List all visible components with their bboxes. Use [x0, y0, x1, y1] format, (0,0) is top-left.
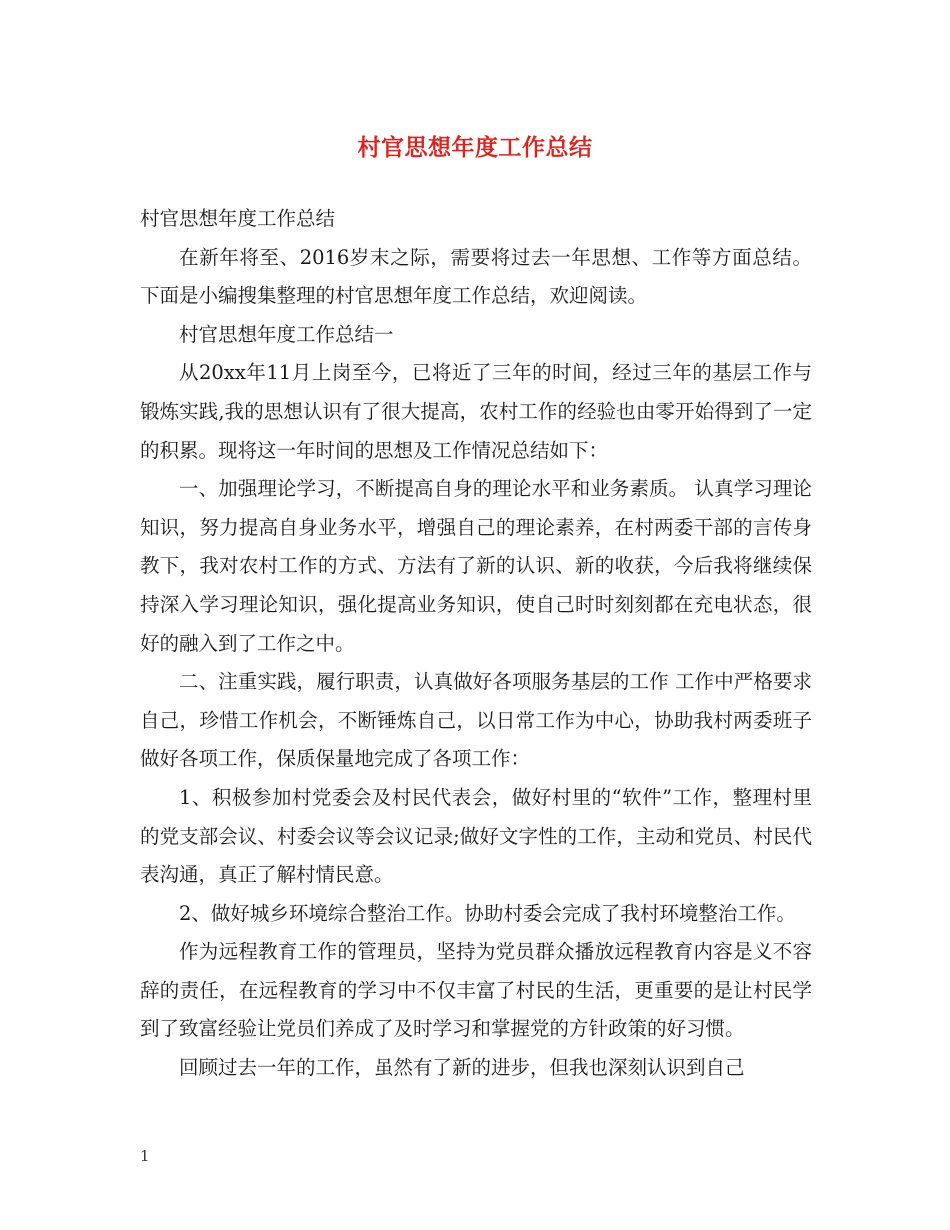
paragraph: 作为远程教育工作的管理员，坚持为党员群众播放远程教育内容是义不容辞的责任，在远程教育的学习中不仅丰富了村民的生活，更重要的是让村民学到了致富经验让党员们养成了及时学习和掌握党的方针政策的好习惯。 — [140, 940, 812, 1041]
paragraph: 2、做好城乡环境综合整治工作。协助村委会完成了我村环境整治工作。 — [179, 901, 796, 925]
paragraph: 回顾过去一年的工作，虽然有了新的进步，但我也深刻认识到自己 — [179, 1056, 745, 1080]
paragraph: 从20xx年11月上岗至今，已将近了三年的时间，经过三年的基层工作与锻炼实践,我的思想认识有了很大提高，农村工作的经验也由零开始得到了一定的积累。现将这一年时间的思想及工作情况总结如下： — [140, 361, 812, 462]
page-number: 1 — [140, 1147, 150, 1165]
paragraph: 一、加强理论学习，不断提高自身的理论水平和业务素质。 认真学习理论知识，努力提高自身业务水平，增强自己的理论素养，在村两委干部的言传身教下，我对农村工作的方式、方法有了新的认识、新的收获，今后我将继续保持深入学习理论知识，强化提高业务知识，使自己时时刻刻都在充电状态，很好的融入到了工作之中。 — [140, 477, 812, 655]
paragraph-section-title: 村官思想年度工作总结一 — [179, 322, 394, 346]
paragraph-heading: 村官思想年度工作总结 — [140, 207, 336, 230]
document-title: 村官思想年度工作总结 — [357, 134, 593, 161]
paragraph: 1、积极参加村党委会及村民代表会，做好村里的“软件”工作，整理村里的党支部会议、村委会议等会议记录;做好文字性的工作，主动和党员、村民代表沟通，真正了解村情民意。 — [140, 785, 812, 887]
paragraph-intro: 在新年将至、2016岁末之际，需要将过去一年思想、工作等方面总结。下面是小编搜集整理的村官思想年度工作总结，欢迎阅读。 — [140, 245, 812, 308]
document-body — [140, 200, 812, 1088]
paragraph: 二、注重实践，履行职责，认真做好各项服务基层的工作 工作中严格要求自己，珍惜工作机会，不断锤炼自己，以日常工作为中心，协助我村两委班子做好各项工作，保质保量地完成了各项工作： — [140, 670, 812, 771]
